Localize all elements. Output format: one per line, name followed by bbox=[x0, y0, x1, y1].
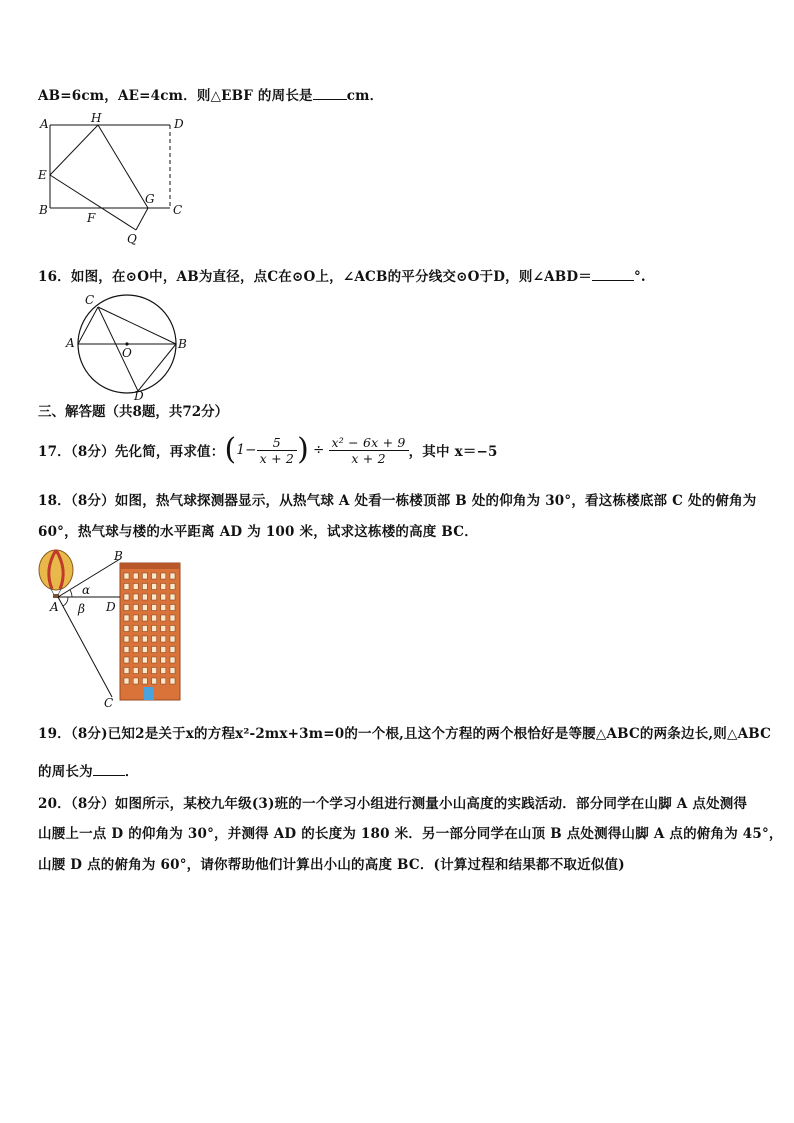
building-window bbox=[124, 668, 129, 674]
building-window bbox=[161, 626, 166, 632]
building-window bbox=[161, 615, 166, 621]
building-window bbox=[133, 647, 138, 653]
label-B: B bbox=[39, 203, 48, 217]
q17-text bbox=[38, 428, 498, 472]
answer-blank bbox=[592, 268, 634, 281]
building-window bbox=[142, 636, 147, 642]
label-D: D bbox=[106, 600, 116, 614]
building-window bbox=[133, 657, 138, 663]
q19-line1: 19．（8分)已知2是关于x的方程x²-2mx+3m=0的一个根,且这个方程的两个根恰好是等腰△ABC的两条边长,则△ABC bbox=[38, 726, 772, 742]
building-window bbox=[152, 584, 157, 590]
building-window bbox=[152, 605, 157, 611]
label-A: A bbox=[66, 336, 75, 350]
building-window bbox=[142, 657, 147, 663]
q16-text bbox=[38, 265, 646, 285]
q19-end: ． bbox=[124, 764, 139, 780]
building-window bbox=[133, 636, 138, 642]
building-window bbox=[142, 605, 147, 611]
building-window bbox=[170, 626, 175, 632]
building-window bbox=[152, 647, 157, 653]
building-window bbox=[161, 584, 166, 590]
building-window bbox=[161, 636, 166, 642]
building-window bbox=[142, 678, 147, 684]
q15-text bbox=[38, 84, 383, 104]
one-minus: 1− bbox=[236, 442, 257, 458]
building-window bbox=[161, 678, 166, 684]
building-window bbox=[152, 657, 157, 663]
label-C: C bbox=[173, 203, 183, 217]
building-window bbox=[170, 668, 175, 674]
fraction-1 bbox=[257, 435, 297, 466]
building-window bbox=[142, 668, 147, 674]
label-C: C bbox=[85, 293, 95, 307]
building-window bbox=[152, 668, 157, 674]
q15-unit: cm． bbox=[346, 88, 384, 104]
building-window bbox=[133, 605, 138, 611]
fraction-2-denominator: x + 2 bbox=[351, 450, 386, 466]
building-window bbox=[170, 657, 175, 663]
q20-line3: 山腰 D 点的俯角为 60°，请你帮助他们计算出小山的高度 BC．(计算过程和结果都不取近似值) bbox=[38, 857, 625, 873]
building-window bbox=[170, 636, 175, 642]
building-window bbox=[152, 615, 157, 621]
section-heading: 三、解答题（共8题，共72分） bbox=[38, 404, 229, 420]
figure-15-rectangle bbox=[30, 110, 195, 250]
building-window bbox=[170, 605, 175, 611]
building-window bbox=[133, 668, 138, 674]
q19-text: 的周长为 bbox=[38, 764, 93, 780]
building-window bbox=[142, 626, 147, 632]
building-window bbox=[124, 594, 129, 600]
q17-suffix: ，其中 x＝−5 bbox=[408, 444, 498, 460]
fraction-2-numerator: x² − 6x + 9 bbox=[329, 435, 409, 451]
fraction-1-numerator: 5 bbox=[257, 435, 297, 451]
building-window bbox=[133, 615, 138, 621]
building-window bbox=[142, 647, 147, 653]
building-window bbox=[124, 615, 129, 621]
building-window bbox=[161, 668, 166, 674]
label-D: D bbox=[174, 117, 184, 131]
building-window bbox=[142, 584, 147, 590]
building-window bbox=[133, 626, 138, 632]
building-window bbox=[161, 573, 166, 579]
building-window bbox=[124, 647, 129, 653]
building-window bbox=[161, 657, 166, 663]
right-paren: ) bbox=[297, 432, 309, 467]
label-F: F bbox=[87, 211, 96, 225]
building-window bbox=[152, 594, 157, 600]
building-window bbox=[152, 573, 157, 579]
building-icon bbox=[120, 563, 180, 700]
building-window bbox=[170, 584, 175, 590]
building-window bbox=[152, 626, 157, 632]
label-E: E bbox=[38, 168, 47, 182]
fraction-2 bbox=[329, 435, 409, 466]
label-B: B bbox=[178, 337, 187, 351]
q19-line2 bbox=[38, 760, 139, 780]
left-paren: ( bbox=[224, 432, 237, 467]
building-window bbox=[124, 636, 129, 642]
building-window bbox=[170, 615, 175, 621]
q20-line1: 20．（8分）如图所示，某校九年级(3)班的一个学习小组进行测量小山高度的实践活动．部分同学在山脚 A 点处测得 bbox=[38, 796, 748, 812]
label-alpha: α bbox=[82, 583, 91, 597]
building-window bbox=[142, 573, 147, 579]
answer-blank bbox=[313, 87, 347, 100]
building-window bbox=[133, 584, 138, 590]
building-window bbox=[124, 657, 129, 663]
building-window bbox=[161, 594, 166, 600]
label-beta: β bbox=[78, 602, 85, 616]
fraction-1-denominator: x + 2 bbox=[259, 450, 295, 466]
label-H: H bbox=[91, 111, 102, 125]
building-window bbox=[170, 678, 175, 684]
label-C: C bbox=[104, 696, 114, 710]
label-D: D bbox=[134, 389, 144, 402]
label-A: A bbox=[50, 600, 59, 614]
answer-blank bbox=[93, 763, 125, 776]
building-window bbox=[161, 605, 166, 611]
building-window bbox=[170, 573, 175, 579]
q16-unit: °. bbox=[633, 269, 646, 285]
q17-prefix: 17．（8分）先化简，再求值： bbox=[38, 444, 225, 460]
building-window bbox=[124, 678, 129, 684]
building-window bbox=[124, 584, 129, 590]
building-window bbox=[124, 626, 129, 632]
q18-line2: 60°，热气球与楼的水平距离 AD 为 100 米，试求这栋楼的高度 BC． bbox=[38, 524, 478, 540]
label-Q: Q bbox=[127, 232, 137, 246]
label-O: O bbox=[122, 346, 132, 360]
q20-line2: 山腰上一点 D 的仰角为 30°，并测得 AD 的长度为 180 米．另一部分同学在山顶 B 点处测得山脚 A 点的俯角为 45°， bbox=[38, 826, 783, 842]
building-window bbox=[133, 594, 138, 600]
q16-statement: 16．如图，在⊙O中，AB为直径，点C在⊙O上，∠ACB的平分线交⊙O于D，则∠ABD＝ bbox=[38, 269, 592, 285]
label-G: G bbox=[145, 192, 155, 206]
building-window bbox=[152, 678, 157, 684]
building-window bbox=[152, 636, 157, 642]
building-window bbox=[124, 573, 129, 579]
building-window bbox=[133, 573, 138, 579]
building-window bbox=[133, 678, 138, 684]
building-window bbox=[170, 647, 175, 653]
label-B: B bbox=[114, 549, 123, 563]
label-A: A bbox=[40, 117, 49, 131]
building-window bbox=[170, 594, 175, 600]
divide-sign: ÷ bbox=[313, 442, 325, 458]
q15-statement: AB=6cm，AE=4cm．则△EBF 的周长是 bbox=[38, 88, 313, 104]
building-window bbox=[161, 647, 166, 653]
building-window bbox=[124, 605, 129, 611]
figure-18-balloon-building bbox=[30, 545, 195, 710]
q18-line1: 18．（8分）如图，热气球探测器显示，从热气球 A 处看一栋楼顶部 B 处的仰角为 30°，看这栋楼底部 C 处的俯角为 bbox=[38, 493, 757, 509]
building-window bbox=[142, 594, 147, 600]
building-window bbox=[142, 615, 147, 621]
figure-16-circle bbox=[58, 290, 198, 402]
